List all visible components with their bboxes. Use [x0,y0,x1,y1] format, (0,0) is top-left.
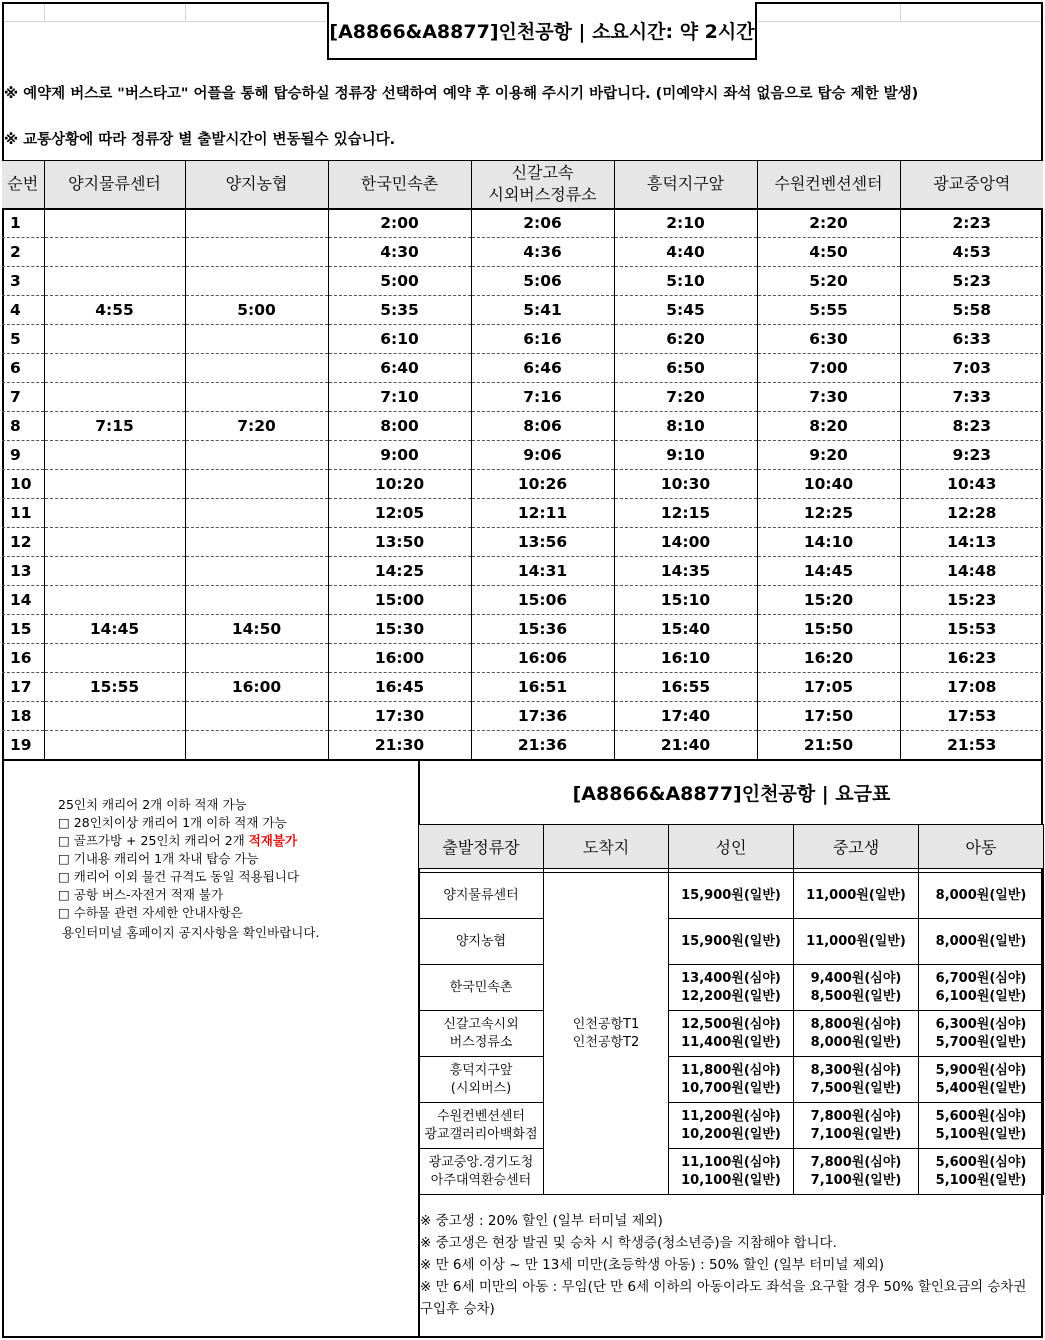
schedule-time-cell: 16:00 [328,644,471,673]
fare-col-header: 아동 [919,825,1044,869]
schedule-row-number: 14 [2,586,44,615]
fare-body [419,869,1044,1195]
luggage-line: □ 28인치이상 캐리어 1개 이하 적재 가능 [58,815,287,830]
schedule-time-cell: 6:50 [614,354,757,383]
schedule-time-cell: 12:05 [328,499,471,528]
fare-price-cell: 9,400원(심야) 8,500원(일반) [794,965,919,1011]
schedule-col-header: 양지농협 [185,161,328,209]
schedule-time-cell: 5:00 [328,267,471,296]
schedule-time-cell: 7:00 [757,354,900,383]
schedule-row [2,615,1043,644]
grid-line [900,4,901,21]
schedule-row [2,209,1043,238]
schedule-col-header: 순번 [2,161,44,209]
schedule-time-cell: 15:53 [900,615,1043,644]
schedule-time-cell: 7:15 [44,412,185,441]
schedule-row [2,325,1043,354]
schedule-row-number: 9 [2,441,44,470]
fare-price-cell: 11,800원(심야) 10,700원(일반) [669,1057,794,1103]
schedule-time-cell: 8:00 [328,412,471,441]
fare-header [419,825,1044,869]
fare-title: [A8866&A8877]인천공항 | 요금표 [572,782,891,805]
schedule-time-cell: 17:50 [757,702,900,731]
schedule-row [2,470,1043,499]
fare-price-cell: 6,300원(심야) 5,700원(일반) [919,1011,1044,1057]
fare-col-header: 중고생 [794,825,919,869]
schedule-time-cell: 16:23 [900,644,1043,673]
grid-line [185,4,186,21]
schedule-time-cell: 2:10 [614,209,757,238]
schedule-time-cell: 8:10 [614,412,757,441]
schedule-row-number: 18 [2,702,44,731]
schedule-time-cell [185,557,328,586]
schedule-time-cell: 5:35 [328,296,471,325]
schedule-time-cell: 6:16 [471,325,614,354]
schedule-row-number: 10 [2,470,44,499]
schedule-time-cell: 13:50 [328,528,471,557]
schedule-time-cell: 17:30 [328,702,471,731]
fare-stop-cell: 광교중앙.경기도청 아주대역환승센터 [419,1149,544,1195]
schedule-time-cell [44,383,185,412]
luggage-info [58,796,319,942]
fare-price-cell: 11,000원(일반) [794,873,919,919]
schedule-row-number: 5 [2,325,44,354]
schedule-time-cell: 6:10 [328,325,471,354]
schedule-time-cell: 14:25 [328,557,471,586]
schedule-time-cell: 15:30 [328,615,471,644]
schedule-time-cell: 16:51 [471,673,614,702]
schedule-time-cell: 17:08 [900,673,1043,702]
schedule-time-cell: 4:36 [471,238,614,267]
note-line: ※ 중고생 : 20% 할인 (일부 터미널 제외) [420,1213,663,1229]
schedule-row [2,441,1043,470]
fare-price-cell: 7,800원(심야) 7,100원(일반) [794,1103,919,1149]
note-line: ※ 만 6세 미만의 아동 : 무임(단 만 6세 이하의 아동이라도 좌석을 요구할 경우 50% 할인요금의 승차권 구입후 승차) [420,1279,1027,1317]
schedule-time-cell [185,586,328,615]
schedule-row [2,238,1043,267]
luggage-line: □ 캐리어 이외 물건 규격도 동일 적용됩니다 [58,869,299,884]
schedule-row [2,557,1043,586]
fare-stop-cell: 한국민속촌 [419,965,544,1011]
schedule-time-cell: 5:58 [900,296,1043,325]
schedule-time-cell [185,470,328,499]
fare-row [419,873,1044,919]
schedule-header [2,161,1043,209]
schedule-time-cell: 4:40 [614,238,757,267]
schedule-time-cell: 14:45 [757,557,900,586]
schedule-time-cell: 17:53 [900,702,1043,731]
schedule-row [2,731,1043,760]
schedule-time-cell: 6:30 [757,325,900,354]
schedule-row-number: 13 [2,557,44,586]
schedule-time-cell: 4:55 [44,296,185,325]
fare-row [419,965,1044,1011]
schedule-time-cell: 10:43 [900,470,1043,499]
schedule-time-cell: 9:20 [757,441,900,470]
schedule-time-cell: 15:00 [328,586,471,615]
schedule-time-cell: 14:45 [44,615,185,644]
schedule-col-header: 광교중앙역 [900,161,1043,209]
schedule-time-cell: 6:40 [328,354,471,383]
luggage-line: 용인터미널 홈페이지 공지사항을 확인바랍니다. [62,925,320,940]
fare-price-cell: 12,500원(심야) 11,400원(일반) [669,1011,794,1057]
schedule-row-number: 12 [2,528,44,557]
schedule-time-cell [185,238,328,267]
schedule-time-cell [44,702,185,731]
schedule-row-number: 19 [2,731,44,760]
schedule-time-cell: 9:23 [900,441,1043,470]
fare-price-cell: 5,600원(심야) 5,100원(일반) [919,1103,1044,1149]
schedule-row [2,296,1043,325]
luggage-line: □ 공항 버스-자전거 적재 불가 [58,887,224,902]
schedule-time-cell: 16:45 [328,673,471,702]
schedule-time-cell: 4:30 [328,238,471,267]
schedule-time-cell: 12:28 [900,499,1043,528]
schedule-time-cell: 6:33 [900,325,1043,354]
schedule-time-cell: 2:06 [471,209,614,238]
schedule-time-cell: 5:20 [757,267,900,296]
schedule-time-cell: 10:40 [757,470,900,499]
schedule-time-cell: 12:15 [614,499,757,528]
schedule-time-cell [185,267,328,296]
schedule-time-cell: 14:13 [900,528,1043,557]
schedule-time-cell: 9:10 [614,441,757,470]
schedule-row [2,267,1043,296]
schedule-row-number: 1 [2,209,44,238]
schedule-time-cell: 6:46 [471,354,614,383]
schedule-row-number: 16 [2,644,44,673]
schedule-time-cell: 2:00 [328,209,471,238]
schedule-row-number: 17 [2,673,44,702]
schedule-col-header: 신갈고속 시외버스정류소 [471,161,614,209]
schedule-time-cell: 15:55 [44,673,185,702]
fare-price-cell: 11,100원(심야) 10,100원(일반) [669,1149,794,1195]
schedule-time-cell: 12:11 [471,499,614,528]
schedule-time-cell: 21:30 [328,731,471,760]
schedule-time-cell [185,702,328,731]
schedule-time-cell: 16:55 [614,673,757,702]
schedule-row-number: 2 [2,238,44,267]
schedule-time-cell: 10:30 [614,470,757,499]
grid-line [44,4,45,21]
schedule-col-header: 흥덕지구앞 [614,161,757,209]
schedule-time-cell [44,557,185,586]
fare-price-cell: 8,800원(심야) 8,000원(일반) [794,1011,919,1057]
schedule-row [2,644,1043,673]
schedule-row [2,673,1043,702]
fare-price-cell: 8,000원(일반) [919,919,1044,965]
fare-price-cell: 5,600원(심야) 5,100원(일반) [919,1149,1044,1195]
fare-destination-cell: 인천공항T1 인천공항T2 [544,873,669,1195]
schedule-time-cell [44,731,185,760]
schedule-time-cell: 7:33 [900,383,1043,412]
schedule-time-cell [185,441,328,470]
schedule-time-cell: 10:26 [471,470,614,499]
fare-notes [420,1210,1042,1320]
schedule-body [2,209,1043,760]
luggage-line: □ 기내용 캐리어 1개 차내 탑승 가능 [58,851,259,866]
schedule-time-cell: 8:06 [471,412,614,441]
schedule-time-cell: 16:06 [471,644,614,673]
fare-stop-cell: 양지물류센터 [419,873,544,919]
schedule-time-cell: 8:20 [757,412,900,441]
schedule-time-cell: 2:20 [757,209,900,238]
page-title: [A8866&A8877]인천공항 | 소요시간: 약 2시간 [327,2,757,60]
fare-table [418,824,1044,1195]
schedule-time-cell: 21:53 [900,731,1043,760]
schedule-time-cell: 15:36 [471,615,614,644]
schedule-time-cell: 15:50 [757,615,900,644]
schedule-time-cell: 15:23 [900,586,1043,615]
schedule-time-cell: 2:23 [900,209,1043,238]
schedule-row [2,354,1043,383]
fare-col-header: 성인 [669,825,794,869]
fare-stop-cell: 양지농협 [419,919,544,965]
schedule-time-cell: 7:20 [185,412,328,441]
note-line: ※ 만 6세 이상 ~ 만 13세 미만(초등학생 아동) : 50% 할인 (일부 터미널 제외) [420,1257,885,1273]
schedule-time-cell [185,383,328,412]
schedule-time-cell: 16:20 [757,644,900,673]
schedule-time-cell: 15:40 [614,615,757,644]
schedule-table [2,160,1043,761]
fare-stop-cell: 신갈고속시외 버스정류소 [419,1011,544,1057]
fare-col-header: 출발정류장 [419,825,544,869]
schedule-time-cell: 14:35 [614,557,757,586]
schedule-time-cell: 13:56 [471,528,614,557]
schedule-row [2,383,1043,412]
fare-price-cell: 8,300원(심야) 7,500원(일반) [794,1057,919,1103]
luggage-warning: 적재불가 [248,833,298,848]
schedule-time-cell: 14:50 [185,615,328,644]
schedule-time-cell [185,731,328,760]
schedule-time-cell [44,586,185,615]
schedule-time-cell: 5:10 [614,267,757,296]
schedule-row-number: 15 [2,615,44,644]
schedule-time-cell [185,644,328,673]
fare-price-cell: 15,900원(일반) [669,873,794,919]
fare-price-cell: 8,000원(일반) [919,873,1044,919]
schedule-time-cell: 17:36 [471,702,614,731]
schedule-row [2,528,1043,557]
schedule-time-cell [44,470,185,499]
schedule-row-number: 8 [2,412,44,441]
schedule-time-cell [44,238,185,267]
schedule-time-cell [44,209,185,238]
note-line: ※ 중고생은 현장 발권 및 승차 시 학생증(청소년증)을 지참해야 합니다. [420,1235,837,1251]
schedule-time-cell: 8:23 [900,412,1043,441]
schedule-time-cell: 21:50 [757,731,900,760]
schedule-row-number: 3 [2,267,44,296]
schedule-time-cell: 5:55 [757,296,900,325]
grid-line [4,21,327,22]
schedule-time-cell: 5:06 [471,267,614,296]
schedule-row [2,412,1043,441]
schedule-time-cell [44,354,185,383]
schedule-time-cell: 7:16 [471,383,614,412]
schedule-col-header: 수원컨벤션센터 [757,161,900,209]
fare-stop-cell: 흥덕지구앞 (시외버스) [419,1057,544,1103]
schedule-time-cell [44,325,185,354]
schedule-time-cell [44,441,185,470]
schedule-time-cell: 9:06 [471,441,614,470]
fare-price-cell: 13,400원(심야) 12,200원(일반) [669,965,794,1011]
schedule-time-cell: 16:10 [614,644,757,673]
schedule-time-cell: 15:06 [471,586,614,615]
fare-row [419,919,1044,965]
schedule-time-cell: 14:31 [471,557,614,586]
fare-price-cell: 6,700원(심야) 6,100원(일반) [919,965,1044,1011]
luggage-line: 25인치 캐리어 2개 이하 적재 가능 [58,797,247,812]
schedule-row-number: 7 [2,383,44,412]
luggage-text: □ 골프가방 + 25인치 캐리어 2개 [58,833,249,848]
schedule-time-cell: 5:45 [614,296,757,325]
schedule-time-cell: 17:05 [757,673,900,702]
fare-price-cell: 15,900원(일반) [669,919,794,965]
schedule-time-cell: 14:00 [614,528,757,557]
schedule-col-header: 양지물류센터 [44,161,185,209]
schedule-time-cell: 5:00 [185,296,328,325]
schedule-time-cell: 14:48 [900,557,1043,586]
schedule-time-cell: 15:10 [614,586,757,615]
schedule-time-cell: 15:20 [757,586,900,615]
schedule-time-cell: 7:20 [614,383,757,412]
schedule-row-number: 4 [2,296,44,325]
schedule-time-cell [185,354,328,383]
schedule-row [2,586,1043,615]
schedule-row-number: 11 [2,499,44,528]
schedule-time-cell: 6:20 [614,325,757,354]
schedule-time-cell: 4:53 [900,238,1043,267]
fare-price-cell: 11,200원(심야) 10,200원(일반) [669,1103,794,1149]
luggage-line: □ 수하물 관련 자세한 안내사항은 [58,905,243,920]
schedule-time-cell: 17:40 [614,702,757,731]
schedule-time-cell: 21:40 [614,731,757,760]
notice-reservation: ※ 예약제 버스로 "버스타고" 어플을 통해 탑승하실 정류장 선택하여 예약 후 이용해 주시기 바랍니다. (미예약시 좌석 없음으로 탑승 제한 발생) [4,86,919,102]
schedule-time-cell: 12:25 [757,499,900,528]
schedule-time-cell [44,499,185,528]
schedule-row [2,702,1043,731]
schedule-col-header: 한국민속촌 [328,161,471,209]
fare-row [419,1011,1044,1057]
notice-traffic: ※ 교통상황에 따라 정류장 별 출발시간이 변동될수 있습니다. [4,132,396,148]
schedule-time-cell [44,644,185,673]
fare-col-header: 도착지 [544,825,669,869]
schedule-time-cell [185,325,328,354]
schedule-time-cell: 7:30 [757,383,900,412]
schedule-time-cell [44,267,185,296]
schedule-time-cell [185,528,328,557]
schedule-time-cell: 7:03 [900,354,1043,383]
fare-price-cell: 7,800원(심야) 7,100원(일반) [794,1149,919,1195]
fare-row [419,1057,1044,1103]
fare-price-cell: 5,900원(심야) 5,400원(일반) [919,1057,1044,1103]
schedule-time-cell: 21:36 [471,731,614,760]
schedule-time-cell [185,209,328,238]
schedule-row [2,499,1043,528]
fare-price-cell: 11,000원(일반) [794,919,919,965]
fare-stop-cell: 수원컨벤션센터 광교갤러리아백화점 [419,1103,544,1149]
schedule-time-cell: 5:41 [471,296,614,325]
luggage-line [58,832,319,850]
schedule-time-cell: 4:50 [757,238,900,267]
fare-row [419,1149,1044,1195]
schedule-row-number: 6 [2,354,44,383]
schedule-time-cell: 10:20 [328,470,471,499]
schedule-time-cell: 9:00 [328,441,471,470]
schedule-time-cell: 7:10 [328,383,471,412]
fare-row [419,1103,1044,1149]
schedule-time-cell [44,528,185,557]
schedule-time-cell: 5:23 [900,267,1043,296]
schedule-time-cell: 14:10 [757,528,900,557]
schedule-time-cell [185,499,328,528]
grid-line [757,21,1041,22]
schedule-time-cell: 16:00 [185,673,328,702]
